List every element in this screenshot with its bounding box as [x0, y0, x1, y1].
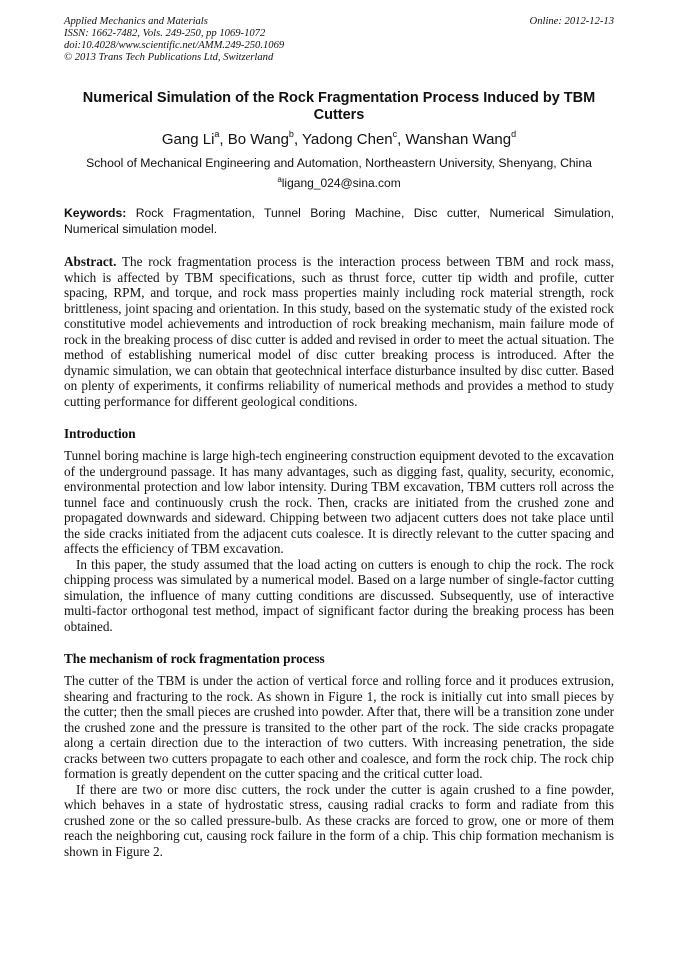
mechanism-body	[64, 673, 614, 859]
affiliation: School of Mechanical Engineering and Automation, Northeastern University, Shenyang, China	[86, 156, 592, 170]
author-sup: a	[214, 129, 220, 139]
paper-title: Numerical Simulation of the Rock Fragmentation Process Induced by TBM Cutters	[82, 90, 596, 123]
paragraph: The cutter of the TBM is under the action of vertical force and rolling force and it produces extrusion, shearing and fracturing to the rock. As shown in Figure 1, the rock is initially cut into small pieces by the cutter; then the small pieces are crushed into powder. After that, there will be a transition zone under the crushed zone and the pressure is transited to the other part of the rock. The side cracks propagate along a certain direction due to the interaction of two cutters. With increasing penetration, the side cracks between two cutters propagate to each other and coalesce, and form the rock chip. The rock chip formation is greatly dependent on the cutter spacing and the critical cutter load.	[64, 673, 614, 781]
journal-header	[64, 16, 614, 64]
introduction-body	[64, 448, 614, 634]
author-name: Wanshan Wang	[405, 131, 512, 148]
author-name: Yadong Chen	[302, 131, 393, 148]
keywords-text: Rock Fragmentation, Tunnel Boring Machine, Disc cutter, Numerical Simulation, Numerical simulation model.	[64, 206, 614, 236]
abstract-text: The rock fragmentation process is the interaction process between TBM and rock mass, which is affected by TBM specifications, such as thrust force, cutter tip width and profile, cutter spacing, RPM, and torque, and rock mass properties mainly including rock material strength, rock brittleness, joint spacing and orientation. In this study, based on the systematic study of the existed rock constitutive model achievements and introduction of rock breaking mechanism, main failure mode of rock in the breaking process of disc cutter is added and revised in order to meet the actual situation. The method of establishing numerical model of disc cutter breaking process is introduced. After the dynamic simulation, we can obtain that geotechnical interface disturbance insulted by disc cutter. Based on plenty of experiments, it confirms reliability of numerical methods and provides a method to study cutting performance for different geological conditions.	[64, 254, 614, 409]
author-sup: d	[511, 129, 517, 139]
doi-line[interactable]: doi:10.4028/www.scientific.net/AMM.249-250.1069	[64, 40, 285, 51]
section-heading-mechanism: The mechanism of rock fragmentation process	[64, 651, 325, 666]
keywords-label: Keywords:	[64, 206, 127, 220]
copyright-line: © 2013 Trans Tech Publications Ltd, Switzerland	[64, 52, 274, 63]
author-sup: b	[288, 129, 294, 139]
paragraph: Tunnel boring machine is large high-tech engineering construction equipment devoted to the excavation of the underground passage. It has many advantages, such as digging fast, quality, security, economic, environmental protection and low labor intensity. During TBM excavation, TBM cutters roll across the tunnel face and continuously crush the rock. Then, cracks are initiated from the crushed zone and propagated downwards and sideward. Chipping between two adjacent cutters does not take place until the side cracks initiated from the adjacent cuts coalesce. It is directly relevant to the cutter spacing and affects the efficiency of TBM excavation.	[64, 448, 614, 556]
email-sup: a	[277, 175, 282, 184]
paper-page	[64, 16, 614, 859]
abstract	[64, 254, 614, 409]
author-name: Bo Wang	[227, 131, 289, 148]
author-name: Gang Li	[161, 131, 215, 148]
author-sup: c	[392, 129, 398, 139]
author-list: Gang Li$^a$, Bo Wang$^b$, Yadong Chen$^c$, Wanshan Wang$^d$	[161, 129, 517, 148]
email-line	[64, 176, 614, 191]
journal-name: Applied Mechanics and Materials	[64, 16, 208, 27]
email-address[interactable]: ligang_024@sina.com	[281, 176, 401, 190]
paragraph: If there are two or more disc cutters, the rock under the cutter is again crushed to a fine powder, which behaves in a state of hydrostatic stress, causing radial cracks to form and radiate from this crushed zone or the so called pressure-bulb. As these cracks are forced to grow, one or more of them reach the neighboring cut, causing rock failure in the form of a chip. This chip formation mechanism is shown in Figure 2.	[64, 781, 614, 859]
paragraph: In this paper, the study assumed that the load acting on cutters is enough to chip the rock. The rock chipping process was simulated by a numerical model. Based on a large number of single-factor cutting simulation, the influence of many cutting conditions are discussed. Subsequently, use of interactive multi-factor orthogonal test method, impact of significant factor during the breaking process has been obtained.	[64, 556, 614, 634]
abstract-label: Abstract.	[64, 254, 117, 269]
section-heading-introduction: Introduction	[64, 426, 136, 441]
keywords	[64, 205, 614, 237]
online-date: Online: 2012-12-13	[529, 16, 614, 27]
issn-line: ISSN: 1662-7482, Vols. 249-250, pp 1069-1072	[64, 28, 266, 39]
